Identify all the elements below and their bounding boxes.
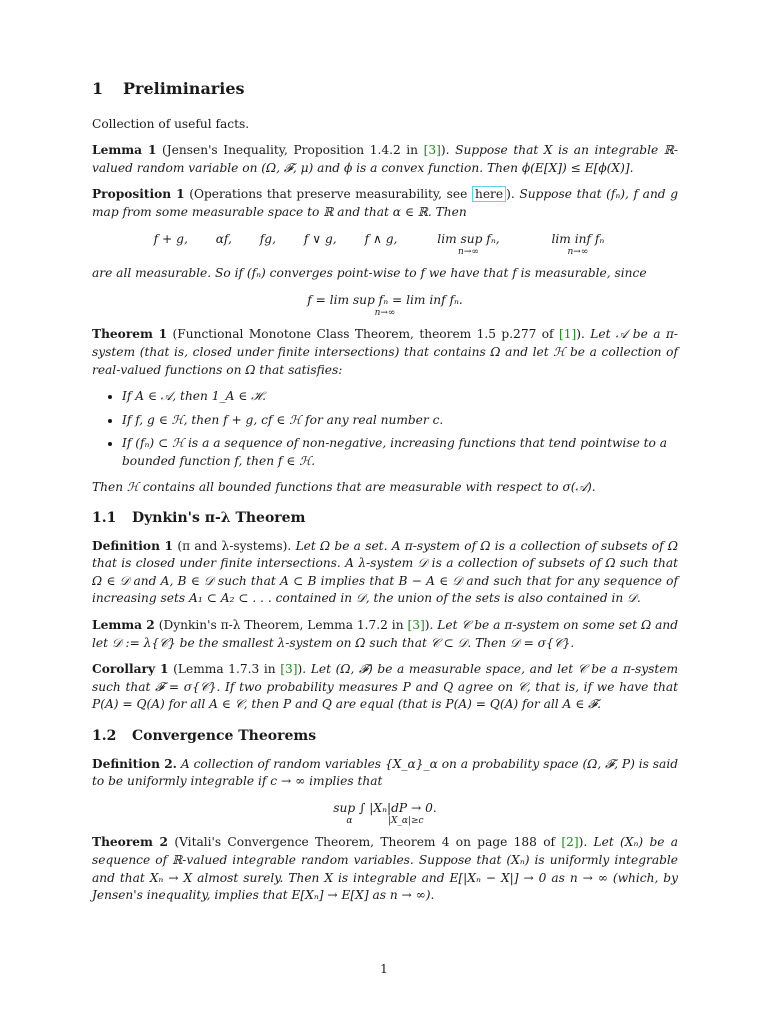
lemma-1-label: Lemma 1 [92,143,157,158]
theorem-2-note-end: ). [578,835,588,850]
citation-link[interactable]: [3] [280,662,298,677]
display-term: f ∧ g, [364,231,398,246]
display-equation-2-body [295,292,475,319]
corollary-1-label: Corollary 1 [92,662,169,677]
theorem-2-note: (Vitali's Convergence Theorem, Theorem 4 on page 188 of [174,835,562,850]
proposition-1-note-end: ). [506,187,515,202]
definition-1-label: Definition 1 [92,538,174,553]
theorem-1-note: (Functional Monotone Class Theorem, theorem 1.5 p.277 of [172,327,559,342]
display-term: fg, [259,231,276,246]
proposition-1-label: Proposition 1 [92,187,185,202]
display-equation-3 [92,800,678,827]
limsup-term [425,231,511,258]
list-item: • If A ∈ 𝒜, then 1_A ∈ ℋ. [122,388,678,406]
definition-1 [92,538,678,608]
theorem-1 [92,326,678,379]
liminf-term [540,231,617,258]
lemma-2-note-end: ). [424,618,434,633]
liminf-text: lim inf fₙ [551,231,605,246]
display-equation-3-body [321,800,448,827]
proposition-1 [92,186,678,221]
lemma-1-note: (Jensen's Inequality, Proposition 1.4.2 in [162,143,424,158]
display-equation-2 [92,292,678,319]
limsup-text: lim sup fₙ, [437,231,500,246]
display-operations [92,231,678,258]
section-title: Preliminaries [123,79,245,98]
display-equation-3-subscripts [333,817,436,826]
lemma-2-label: Lemma 2 [92,618,155,633]
theorem-1-text: Let 𝒜 be a π-system (that is, closed under finite intersections) that contains Ω and let ℋ be a collection of real-valued functions on Ω that satisfies: [92,327,679,377]
lemma-2-note: (Dynkin's π-λ Theorem, Lemma 1.7.2 in [158,618,408,633]
corollary-1 [92,661,678,714]
proposition-1-note: (Operations that preserve measurability, see [189,187,472,202]
corollary-1-text: Let (Ω, 𝓕) be a measurable space, and let 𝒞 be a π-system such that 𝓕 = σ{𝒞}. If two probability measures P and Q agree on 𝒞, that is, if we have that P(A) = Q(A) for all A ∈ 𝒞, then P and Q are equal (that is P(A) = Q(A) for all A ∈ 𝓕. [92,662,679,712]
section-number: 1 [92,79,104,98]
theorem-1-note-end: ). [576,327,585,342]
subsection-heading [92,510,678,528]
lemma-2-text: Let 𝒞 be a π-system on some set Ω and let 𝒟 := λ{𝒞} be the smallest λ-system on Ω such that 𝒞 ⊂ 𝒟. Then 𝒟 = σ{𝒞}. [92,618,678,650]
theorem-2-text: Let (Xₙ) be a sequence of ℝ-valued integrable random variables. Suppose that (Xₙ) is uniformly integrable and that Xₙ → X almost surely. Then X is integrable and E[|Xₙ − X|] → 0 as n → ∞ (which, by Jensen's inequality, implies that E[Xₙ] → E[X] as n → ∞). [92,835,679,903]
sup-subscript: α [346,816,353,827]
display-term: f ∨ g, [303,231,337,246]
citation-link[interactable]: [3] [423,143,441,158]
subsection-number: 1.2 [92,728,117,745]
limit-subscript: n→∞ [567,247,589,258]
integral-subscript: |X_α|≥c [387,816,424,827]
theorem-2-label: Theorem 2 [92,835,169,850]
lemma-1 [92,142,678,177]
definition-2-text: A collection of random variables {X_α}_α on a probability space (Ω, 𝓕, P) is said to be uniformly integrable if c → ∞ implies that [92,756,679,789]
list-item: • If (fₙ) ⊂ ℋ is a a sequence of non-negative, increasing functions that tend pointwise to a bounded function f, then f ∈ ℋ. [122,435,678,470]
limit-subscript: n→∞ [458,247,479,258]
citation-link[interactable]: [1] [558,327,577,342]
limit-subscript: n→∞ [374,308,396,319]
definition-2-label: Definition 2. [92,756,177,771]
theorem-1-conditions [92,388,678,470]
intro-text: Collection of useful facts. [92,116,250,131]
subsection-heading [92,728,678,746]
proposition-1-text: Suppose that (fₙ), f and g map from some measurable space to ℝ and that α ∈ ℝ. Then [92,187,679,219]
display-term: αf, [215,231,232,246]
paper-page [92,80,678,914]
display-equation-3-text: sup ∫ |Xₙ|dP → 0. [333,800,437,815]
display-term: f + g, [153,231,188,246]
corollary-1-note: (Lemma 1.7.3 in [173,662,281,677]
theorem-1-conclusion: Then ℋ contains all bounded functions that are measurable with respect to σ(𝒜). [92,479,596,494]
list-item: • If f, g ∈ ℋ, then f + g, cf ∈ ℋ for any real number c. [122,412,678,430]
citation-link[interactable]: [2] [561,835,579,850]
subsection-title: Convergence Theorems [132,728,317,745]
citation-link[interactable]: [3] [407,618,425,633]
display-equation-2-text: f = lim sup fₙ = lim inf fₙ. [307,292,463,307]
theorem-1-label: Theorem 1 [92,327,168,342]
lemma-1-text: Suppose that X is an integrable ℝ-valued random variable on (Ω, 𝓕, μ) and ϕ is a convex function. Then ϕ(E[X]) ≤ E[ϕ(X)]. [92,143,679,175]
page-number: 1 [380,962,388,976]
theorem-2 [92,834,678,904]
here-link[interactable]: here [472,186,506,202]
proposition-1-text-2: are all measurable. So if (fₙ) converges point-wise to f we have that f is measurable, since [92,266,647,281]
definition-1-note: (π and λ-systems). [177,538,292,553]
subsection-number: 1.1 [92,510,117,527]
section-heading [92,80,678,98]
definition-1-text: Let Ω be a set. A π-system of Ω is a collection of subsets of Ω that is closed under finite intersections. A λ-system 𝒟 is a collection of subsets of Ω such that Ω ∈ 𝒟 and A, B ∈ 𝒟 such that A ⊂ B implies that B − A ∈ 𝒟 and such that for any sequence of increasing sets A₁ ⊂ A₂ ⊂ . . . contained in 𝒟, the union of the sets is also contained in 𝒟. [92,538,679,606]
subsection-title: Dynkin's π-λ Theorem [132,510,306,527]
corollary-1-note-end: ). [297,662,307,677]
lemma-2 [92,617,678,652]
definition-2 [92,756,678,791]
lemma-1-note-end: ). [440,143,450,158]
